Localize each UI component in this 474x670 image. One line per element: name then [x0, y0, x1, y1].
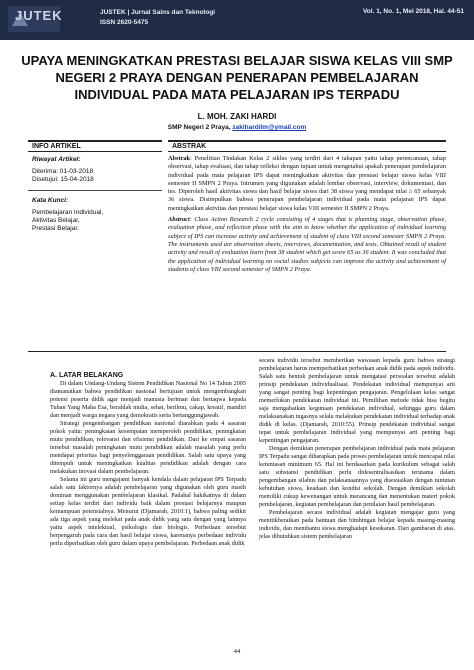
paper-title: UPAYA MENINGKATKAN PRESTASI BELAJAR SISWA KELAS VIII SMP NEGERI 2 PRAYA DENGAN PENERAPAN PEMBELAJARAN INDIVIDUAL PADA MATA PELAJARAN IPS TERPADU: [21, 53, 453, 102]
journal-header-bar: [0, 0, 474, 40]
section-heading: A. LATAR BELAKANG: [50, 372, 124, 379]
affiliation-text: SMP Negeri 2 Praya,: [167, 124, 233, 131]
volume-info: Vol. 1, No. 1, Mei 2018, Hal. 44-51: [362, 8, 464, 15]
body-paragraph: Dengan demikian penerapan pembelajaran individual pada mata pelajaran IPS Terpadu sangat diharapkan pada proses pembelajaran untuk mencapai nilai ketuntasan minimum 65. Hal ini berdasarkan pada kurikulum sebagai salah satu substansi pendidikan perlu didesentralisasikan terutama dalam pengembangan silabus dan pelaksanaannya yang disesuaikan dengan tuntutan kebutuhan siswa, keadaan dan kondisi sekolah. Dengan demikian sekolah memiliki cukup kewenangan untuk merancang dan menentukan materi pokok pembelajaran, kegiatan pembelajaran dan penilaian hasil pembelajaran.: [259, 445, 455, 508]
abstract-id-label: Abstrak: [168, 155, 191, 162]
info-divider: [28, 190, 162, 191]
author-affiliation: [0, 124, 474, 131]
keyword-item: Aktivitas Belajar,: [32, 217, 80, 224]
journal-issn: ISSN 2620-5475: [100, 19, 149, 26]
body-paragraph: secara individu tersebut memberikan wawasan kepada guru bahwa strategi pembelajaran harus memperhatikan perbedaan anak didik pada aspek individu. Salah satu bentuk pembelajaran untuk mengatasi persoalan tersebut adalah prinsip pendekatan individualisasi. Pendekatan individual mempunyai arti yang sangat penting bagi kepentingan pengajaran. Pengelolaan kelas sangat memerlukan pendekatan individual ini. Pemilihan metode tidak bisa begitu saja mengabaikan kegunaan pendekatan individual, sehingga guru dalam melaksanakan tugasnya selalu melakukan pendekatan individual terhadap anak didik di kelas. (Djamarah, 2010:55). Prinsip pendekatan individual sangat tepat untuk pembelajaran individual yang mempunyai arti penting bagi kepentingan pengajaran.: [259, 357, 455, 444]
abstract-body: [168, 155, 446, 277]
abstract-heading: ABSTRAK: [168, 140, 446, 152]
article-info: [28, 156, 162, 233]
abstract-en-label: Abstract: [168, 216, 190, 224]
body-paragraph: Strategi pengembangan pendidikan nasional diarahkan pada 4 sasaran pokok yaitu: peningkatan kesempatan memperoleh pendidikan, peningkatan mutu pendidikan, relevansi dan efisiensi pendidikan. Dari ke empat sasaran tersebut masalah peningkatan mutu pendidikan adalah masalah yang perlu mendapat prioritas bagi penyelenggaraan pendidikan. Salah satu upaya yang ditempuh untuk meningkatkan kualitas pendidikan adalah dengan cara melakukan inovasi dalam pembelajaran.: [50, 420, 246, 475]
body-paragraph: Selama ini guru mengajami banyak kendala dalam pelajaran IPS Terpadu salah satu faktornya adalah pembelajaran yang digunakan oleh guru masih dominan menggunakan pembelajaran klasikal. Padahal hakikatnya di dalam setiap kelas terdiri dari individu baik dalam prestasi belajarnya maupun kemampuan potensialnya. Menurut (Djamarah, 2010:1), bahwa paling sedikit ada tiga aspek yang melekat pada anak didik yang satu dengan yang lainnya yaitu aspek intelektual, psikologis dan biologis. Perbedaan tersebut berpengaruh pada cara dan hasil belajar siswa, karenanya perbedaan individu perlu diperhatikan oleh guru dalam upaya pembelajaran. Perbedaan anak didik: [50, 476, 246, 547]
journal-info: [100, 8, 215, 28]
author-name: L. MOH. ZAKI HARDI: [197, 112, 277, 121]
abstract-id-text: : Penelitian Tindakan Kelas 2 siklus yang terdiri dari 4 tahapan yaitu tahap perencanaan, tahap observasi, tahap evaluasi, dan tahap refleksi dengan tujuan untuk mengetahui apakah penerapan pembelajaran individual pada mata pelajaran IPS dapat meningkatkan aktivitas dan prestasi belajar siswa kelas VIII semester II SMPN 2 Praya. Intrumen yang digunakan adalah lembar observasi, interview, dokumentasi, dan tes. Diperoleh hasil aktivitas siswa dan hasil belajar siswa dari 38 siswa yang mendapat nilai ≥ 65 sebanyak 36 siswa. Disimpulkan bahwa penerapan pembelajaran individual pada mata pelajaran IPS dapat meningkatkan aktivitas dan prestasi belajar siswa kelas VIII semester II SMPN 2 Praya.: [168, 155, 446, 212]
received-date: Diterima: 01-03-2018: [32, 168, 94, 175]
abstract-en-text: : Class Action Research 2 cycle consisting of 4 stages that is planning stage, observation phase, evaluation phase, and reflection phase with the aim to know whether the application of individual learning subject of IPS can increase activity and achievement of student of class VIII second semester SMPN 2 Praya. The instruments used are observation sheets, interviews, documentation, and tests. Obtained result of student activity and result of evaluation learn from 38 student which get score 65 as 36 student. It was concluded that the application of individual learning on social studies subjects can improve the activity and achievement of students of class VIII second semester of SMPN 2 Praya.: [168, 216, 446, 273]
abstract-id: [168, 155, 446, 213]
logo-text: JUTEK: [15, 8, 63, 23]
keyword-item: Pembelajaran Individual,: [32, 209, 104, 216]
body-right-column: [259, 357, 455, 541]
body-left-column: [50, 372, 246, 548]
keyword-item: Prestasi Belajar.: [32, 225, 79, 232]
body-paragraph: Di dalam Undang-Undang Sistem Pendidikan Nasional No 14 Tahun 2005 diamanatkan bahwa pendidikan nasional bertujuan untuk mengembangkan potensi peserta didik agar menjadi manusia beriman dan bertaqwa kepada Tuhan Yang Maha Esa, berahlak mulia, sehat, berilmu, cakap, kreatif, mandiri dan menjadi warga negara yang demokratis serta bertanggungjawab.: [50, 380, 246, 419]
page-number: 44: [233, 648, 241, 655]
abstract-en: [168, 216, 446, 274]
history-label: Riwayat Artikel:: [32, 156, 81, 163]
published-date: Disetujui: 15-04-2018: [32, 176, 94, 183]
keywords-label: Kata Kunci:: [32, 197, 69, 204]
body-paragraph: Pembelajaran secara individual adalah kegiatan mengajar guru yang menitikberatkan pada bantuan dan bimbingan belajar kepada masing-masing individu, dan membantu siswa menghadapi kesukaran. Dari gambaran di atas, jelas dibutuhkan sistem pembelajaran: [259, 509, 455, 540]
journal-name: JUSTEK | Jurnal Sains dan Teknologi: [100, 9, 216, 16]
info-heading: INFO ARTIKEL: [28, 140, 162, 152]
author-email-link[interactable]: zakihardilm@ymail.com: [232, 124, 307, 131]
abstract-divider: [28, 351, 446, 352]
